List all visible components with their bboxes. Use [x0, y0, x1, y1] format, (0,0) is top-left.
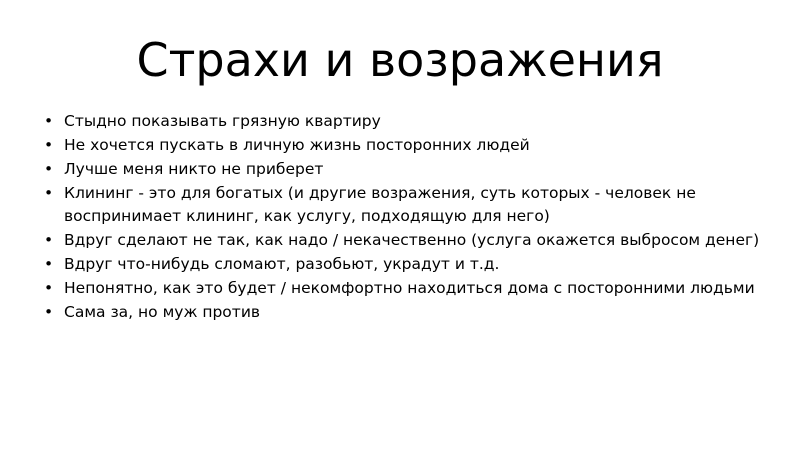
- bullet-text: Не хочется пускать в личную жизнь посторонних людей: [64, 136, 530, 154]
- bullet-item: [44, 134, 764, 157]
- bullet-item: [44, 277, 764, 300]
- bullet-dot-icon: •: [44, 160, 54, 178]
- bullet-dot-icon: •: [44, 231, 54, 249]
- bullet-dot-icon: •: [44, 184, 54, 202]
- bullet-dot-icon: •: [44, 136, 54, 154]
- bullet-dot-icon: •: [44, 255, 54, 273]
- bullet-text: Вдруг сделают не так, как надо / некачественно (услуга окажется выбросом денег): [64, 231, 760, 249]
- bullet-dot-icon: •: [44, 279, 54, 297]
- bullet-item: [44, 182, 764, 228]
- bullet-item: [44, 253, 764, 276]
- bullet-dot-icon: •: [44, 303, 54, 321]
- bullet-text: Стыдно показывать грязную квартиру: [64, 112, 381, 130]
- bullet-item: [44, 229, 764, 252]
- bullet-dot-icon: •: [44, 112, 54, 130]
- bullet-list: [44, 110, 764, 325]
- bullet-item: [44, 301, 764, 324]
- bullet-text: Клининг - это для богатых (и другие возражения, суть которых - человек не воспринимает клининг, как услугу, подходящую для него): [64, 184, 696, 225]
- bullet-text: Лучше меня никто не приберет: [64, 160, 324, 178]
- bullet-text: Непонятно, как это будет / некомфортно находиться дома с посторонними людьми: [64, 279, 755, 297]
- bullet-text: Сама за, но муж против: [64, 303, 261, 321]
- bullet-item: [44, 158, 764, 181]
- slide-title: Страхи и возражения: [136, 33, 664, 87]
- bullet-text: Вдруг что-нибудь сломают, разобьют, украдут и т.д.: [64, 255, 500, 273]
- bullet-item: [44, 110, 764, 133]
